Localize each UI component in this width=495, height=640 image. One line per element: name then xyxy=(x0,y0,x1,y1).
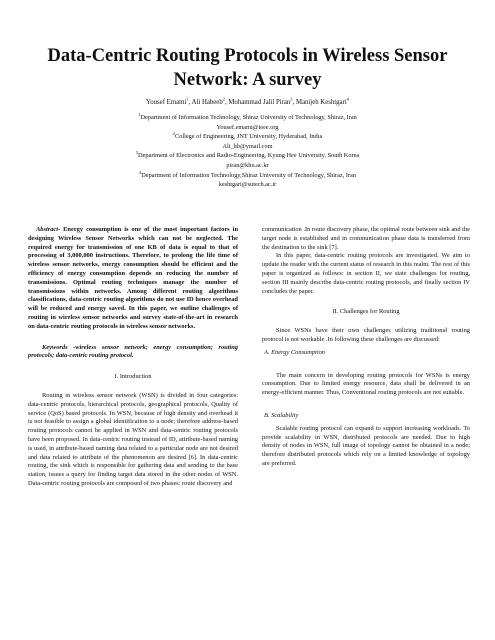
spacer xyxy=(262,398,470,408)
affiliation-email: keshtgari@sutech.ac.ir xyxy=(218,181,277,189)
author-sup: 3 xyxy=(290,96,293,102)
keywords: Keywords -wireless sensor network; energy consumption; routing protocols; data-centric routing protocol. xyxy=(28,343,238,360)
subsection-heading-scalability: B. Scalability xyxy=(264,411,299,419)
paper-title: Data-Centric Routing Protocols in Wireless Sensor Network: A survey xyxy=(47,46,448,90)
affiliation xyxy=(40,169,455,181)
author-name: Manijeh Keshtgari xyxy=(295,99,347,106)
author-sup: 2 xyxy=(222,96,225,102)
energy-paragraph: The main concern in developing routing protocols for WSNs is energy consumption. Due to limited energy resource, data shall be delivered in an energy-efficient manner. Thus, Conventional routing protocols are not suitable. xyxy=(262,371,470,397)
abstract-lead: Abstract- xyxy=(36,226,61,233)
author-sup: 4 xyxy=(346,96,349,102)
right-column xyxy=(262,226,470,469)
affiliation-line: Department of Information Technology,Shiraz University of Technology, Shiraz, Iran xyxy=(141,171,356,179)
affiliation-line: Department of Information Technology, Shiraz University of Technology, Shiraz, Iran xyxy=(140,114,357,121)
author-list: Yousef Emami$^1$, Ali Habeeb$^2$, Mohammad Jalil Piran$^3$, Manijeh Keshtgari$^4$ xyxy=(146,96,349,106)
affiliation-line: College of Engineering, JNT University, Hyderabad, India xyxy=(175,133,323,141)
challenges-paragraph: Since WSNs have their own challenges utilizing traditional routing protocol is not workable .In following these challenges are discussed: xyxy=(262,327,470,343)
affiliation xyxy=(40,152,455,161)
left-column xyxy=(28,226,238,489)
spacer xyxy=(262,362,470,372)
affiliation-sup: 4 xyxy=(139,169,142,175)
affiliation-line: Department of Electronics and Radio-Engineering, Kyung Hee University, South Korea xyxy=(138,152,360,160)
subsection-heading-energy: A. Energy Consumption xyxy=(264,348,326,356)
affiliation-email: piran@khu.ac.kr xyxy=(226,161,269,169)
affiliation-sup: 1 xyxy=(138,111,141,117)
affiliation-list xyxy=(40,111,455,191)
introduction-continuation: communication .In route discovery phase, the optimal route between sink and the target node is established and in communication phase data is transferred from the destination to the sink [7]. xyxy=(262,226,470,251)
section-heading-challenges: II. Challenges for Routing xyxy=(332,308,400,316)
affiliation-email: Yousef.emami@ieee.org xyxy=(216,123,279,131)
author-sup: 1 xyxy=(186,96,189,102)
introduction-paragraph: Routing in wireless sensor network (WSN) is divided in four categories: data-centric protocols, hierarchical protocols, geographical protocols, Quality of service (QoS) based protocols. In WSN, because of high density and overhead it is not feasible to assign a global identification to a node; therefore address-based routing protocols cannot be applied in WSN and data-centric routing protocols have been proposed. In data-centric routing instead of ID, attribute-based naming is used, in attribute-based naming data related to a particular node are not desired and data related to attribute of the phenomenon are desired [6]. In data-centric routing, the sink which is responsible for gathering data and sending to the base station, issues a query for finding target data stored in the other nodes of WSN. Data-centric routing protocols are composed of two phases: route discovery and xyxy=(28,391,238,487)
introduction-paragraph-2: In this paper, data-centric routing protocols are investigated. We aim to update the reader with the current status of research in this realm. The rest of this paper is organized as follows: in section II, we state challenges for routing, section III mainly describe data-centric routing protocols, and finally section IV concludes the paper. xyxy=(262,252,470,295)
section-heading-introduction: I. Introduction xyxy=(114,373,152,381)
abstract-body: Energy consumption is one of the most important factors in designing Wireless Sensor Networks which can not be neglected. The required energy for transmission of one KB of data is equal to that of processing of 3,000,000 instructions. Therefore, to prolong the life time of wireless sensor networks, energy consumption should be efficient and the efficiency of energy consumption depends on reducing the number of transmissions. Optimal routing techniques manage the number of transmissions within networks. Among different routing algorithms classifications, data-centric routing algorithms do not use ID hence overhead will be reduced and energy saved. In this paper, we outline challenges of routing in wireless sensor networks and survey state-of-the-art in research on data-centric routing protocols in wireless sensor networks. xyxy=(28,226,238,330)
scalability-paragraph: Scalable routing protocol can expand to support increasing workloads. To provide scalability in WSN, distributed protocols are needed. Due to high density of nodes in WSN, full image of topology cannot be obtained in a node; therefore distributed protocols which rely on a limited knowledge of topology are preferred. xyxy=(262,424,470,467)
author-name: Yousef Emami xyxy=(146,99,187,106)
affiliation-sup: 3 xyxy=(135,150,139,156)
author-name: Mohammad Jalil Piran xyxy=(228,99,291,106)
affiliation-sup: 2 xyxy=(172,131,175,137)
affiliation xyxy=(40,111,455,123)
affiliation xyxy=(40,133,455,142)
author-name: Ali Habeeb xyxy=(191,99,223,106)
affiliation-email: Ali_hb@ymail.com xyxy=(222,142,273,150)
abstract xyxy=(28,226,238,332)
